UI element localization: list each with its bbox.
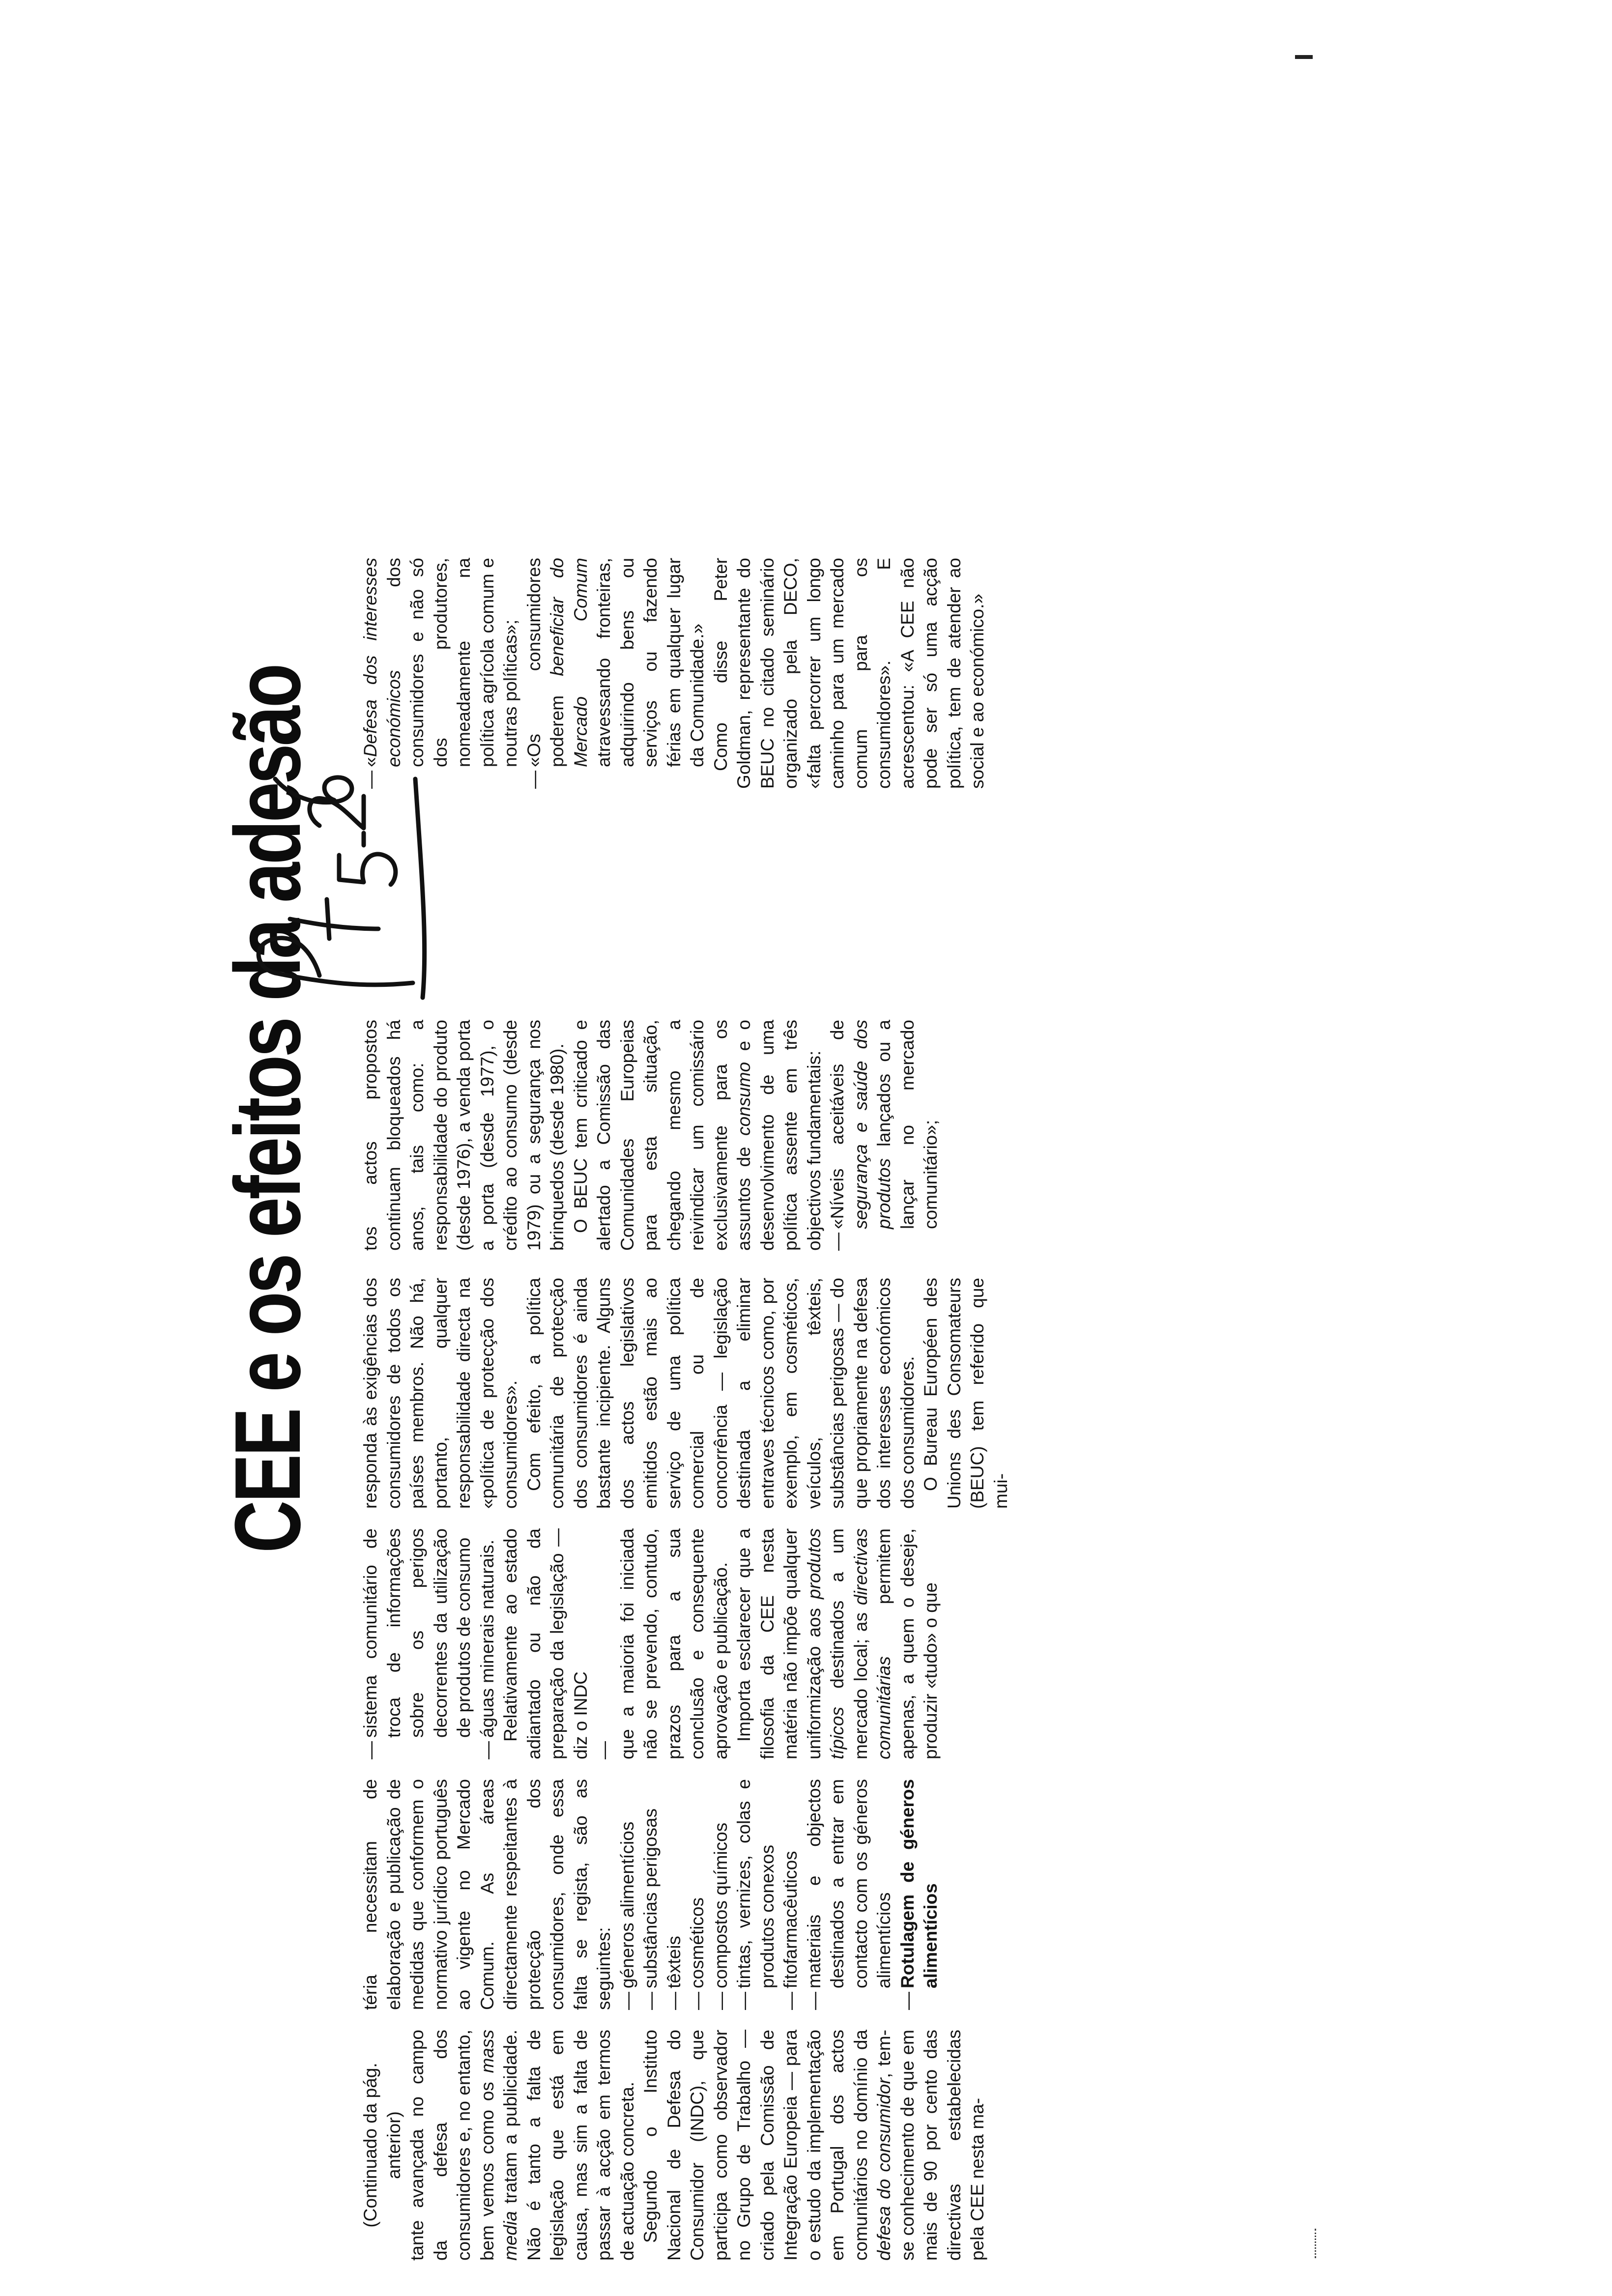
- list-item-text: [359, 558, 522, 767]
- list-item: [359, 558, 522, 789]
- dash-bullet: —: [687, 1992, 707, 2010]
- dash-bullet: —: [617, 1992, 637, 2010]
- paragraph: [639, 2030, 989, 2261]
- dash-bullet: —: [897, 1992, 918, 2010]
- list-item-text: tintas, vernizes, colas e produtos conexos: [734, 1779, 777, 1988]
- paragraph-text: Importa esclarecer que a filosofia da CEE nesta matéria não impõe qualquer uniformização aos: [734, 1528, 824, 1759]
- list-item: [639, 1779, 662, 2010]
- paragraph-text: tratam a publicidade. Não é tanto a falta de legislação que está em causa, mas sim a falta de passar à acção em termos de actuação concreta.: [500, 2030, 637, 2261]
- list-item-text: [522, 558, 709, 767]
- dash-bullet: —: [477, 1741, 497, 1759]
- paragraph-text: e o desenvolvimento de uma política assente em três objectivos fundamentais:: [734, 1019, 824, 1251]
- dash-bullet: —: [827, 1233, 847, 1251]
- list-item-text: fitofarmacêuticos: [780, 1851, 801, 1988]
- paragraph: téria necessitam de elaboração e publicação de medidas que conformem o normativo jurídico português ao vigente no Mercado Comum. As áreas directamente respeitantes à protecção dos consumidores, onde essa falta se regista, são as seguintes:: [360, 1779, 614, 2010]
- paragraph-text: O BEUC tem criticado e alertado a Comissão das Comunidades Europeias para esta situação, chegando mesmo a reivindicar um comissário exclusivamente para os assuntos de: [570, 1020, 754, 1251]
- dash-bullet: —: [594, 1741, 614, 1759]
- article-column-5: [359, 1020, 943, 1251]
- list-item: [616, 1779, 639, 2010]
- paragraph-text: lançados ou a lançar no mercado comunitário»;: [874, 1020, 941, 1229]
- italic-text: mass media: [477, 2030, 520, 2261]
- continued-note: (Continuado da pág. anterior): [360, 2063, 404, 2228]
- dash-bullet: —: [804, 1992, 824, 2010]
- list-item: [522, 558, 709, 789]
- paragraph: responda às exigências dos consumidores de todos os países membros. Não há, portanto, qualquer responsabilidade directa na «política de protecção dos consumidores».: [360, 1278, 520, 1509]
- paragraph-text: dos consumidores e não só dos produtores, nomeadamente na política agrícola comum e noutras políticas»;: [383, 558, 520, 767]
- list-item-text: [826, 1020, 943, 1229]
- list-item-text: materiais e objectos destinados a entrar em contacto com os géneros alimentícios: [804, 1779, 894, 1988]
- paragraph-text: Segundo o Instituto Nacional de Defesa do Consumidor (INDC), que participa como observador no Grupo de Trabalho — criado pela Comissão de Integração Europeia — para o estudo da implementação em Portugal dos actos comunitários no domínio da: [640, 2030, 871, 2261]
- list-item: [826, 1020, 943, 1251]
- list-item-text: substâncias perigosas: [640, 1808, 661, 1988]
- scan-mark: [1295, 55, 1313, 59]
- italic-text: beneficiar do Mercado Comum: [547, 558, 591, 767]
- list-item: [662, 1779, 686, 2010]
- list-item-text: Rotulagem de géneros alimentícios: [897, 1779, 941, 1988]
- italic-text: segurança e saúde dos produtos: [850, 1020, 894, 1229]
- italic-text: Defesa dos interesses económicos: [360, 558, 404, 767]
- paragraph: [732, 1528, 943, 1759]
- paragraph: que a maioria foi iniciada não se prevendo, contudo, prazos para a sua conclusão e consequente aprovação e publicação.: [617, 1528, 731, 1759]
- list-item: [476, 1528, 499, 1759]
- paragraph: Com efeito, a política comunitária de protecção dos consumidores é ainda bastante incipiente. Alguns dos actos legislativos emitidos estão mais ao serviço de uma política comercial ou de concorrência — legislação destinada a eliminar entraves técnicos como, por exemplo, em cosméticos, veículos, têxteis, substâncias perigosas — do que propriamente na defesa dos interesses económicos dos consumidores.: [523, 1278, 918, 1509]
- dash-bullet: —: [663, 1992, 684, 2010]
- list-item-text: águas minerais naturais.: [477, 1539, 497, 1738]
- dash-bullet: —: [360, 771, 380, 789]
- list-item-text: géneros alimentícios: [617, 1821, 637, 1988]
- italic-text: consumo: [734, 1062, 754, 1136]
- paragraph: tos actos propostos continuam bloqueados há anos, tais como: a responsabilidade do produto (desde 1976), a venda porta a porta (desde 1977), o crédito ao consumo (desde 1979) ou a segurança nos brinquedos (desde 1980).: [360, 1020, 567, 1251]
- paragraph-text: atravessando fronteiras, adquirindo bens ou serviços ou fazendo férias em qualquer lugar da Comunidade.»: [594, 558, 707, 767]
- paragraph-text: destinados a um mercado local; as: [827, 1528, 871, 1759]
- dash-bullet: —: [640, 1992, 661, 2010]
- paragraph: O Bureau Européen des Unions des Consomateurs (BEUC) tem referido que mui-: [921, 1278, 1011, 1509]
- list-item-text: compostos químicos: [710, 1822, 731, 1988]
- paragraph: [405, 2030, 639, 2261]
- article-column-1: [359, 2030, 989, 2261]
- paragraph-text: «Níveis aceitáveis de: [827, 1020, 847, 1229]
- paragraph-text: , tem-se conhecimento de que em mais de 90 por cento das directivas estabelecidas pela CEE nesta ma-: [874, 2030, 987, 2261]
- article-column-3: [359, 1528, 943, 1759]
- italic-text: produtos típicos: [804, 1528, 847, 1759]
- paragraph-text: tante avançada no campo da defesa dos consumidores e, no entanto, bem vemos como os: [407, 2030, 497, 2261]
- list-item: [896, 1779, 943, 2010]
- list-item: [686, 1779, 709, 2010]
- article-column-4: [359, 1278, 1012, 1509]
- list-item: [709, 1779, 733, 2010]
- dash-bullet: —: [710, 1992, 731, 2010]
- list-item-text: sistema comunitário de troca de informações sobre os perigos decorrentes da utilização de produtos de consumo: [360, 1528, 474, 1738]
- list-item: [359, 1528, 476, 1759]
- list-item: [732, 1779, 779, 2010]
- paragraph-text: «Os consumidores poderem: [523, 558, 567, 767]
- italic-text: defesa do consumidor: [874, 2078, 894, 2261]
- article-column-6: [359, 558, 989, 789]
- newspaper-clipping: [211, 39, 1332, 2261]
- paragraph: [569, 1020, 826, 1251]
- dash-bullet: —: [780, 1992, 801, 2010]
- paragraph-text: «: [360, 757, 380, 767]
- list-item: [592, 1528, 616, 1759]
- paragraph: Relativamente ao estado adiantado ou não da preparação da legislação — diz o INDC: [500, 1528, 591, 1759]
- dash-bullet: —: [360, 1741, 380, 1759]
- dash-bullet: —: [734, 1992, 754, 2010]
- paragraph-text: permitem apenas, a quem o deseje, produzir «tudo» o que: [874, 1528, 941, 1759]
- list-item: [779, 1779, 803, 2010]
- scan-dots: [1315, 2229, 1321, 2258]
- list-item: [803, 1779, 896, 2010]
- article-column-2: [359, 1779, 943, 2010]
- dash-bullet: —: [523, 771, 544, 789]
- list-item-text: cosméticos: [687, 1897, 707, 1988]
- italic-text: directivas comunitárias: [850, 1528, 894, 1759]
- handwritten-annotation: [216, 772, 437, 1003]
- list-item-text: têxteis: [663, 1936, 684, 1988]
- paragraph: Como disse Peter Goldman, representante do BEUC no citado seminário organizado pela DECO, «falta percorrer um longo caminho para um mercado comum para os consumidores». E acrescentou: «A CEE não pode ser só uma acção política, tem de atender ao social e ao económico.»: [710, 558, 987, 789]
- article-headline: CEE e os efeitos da adesão: [216, 665, 320, 1553]
